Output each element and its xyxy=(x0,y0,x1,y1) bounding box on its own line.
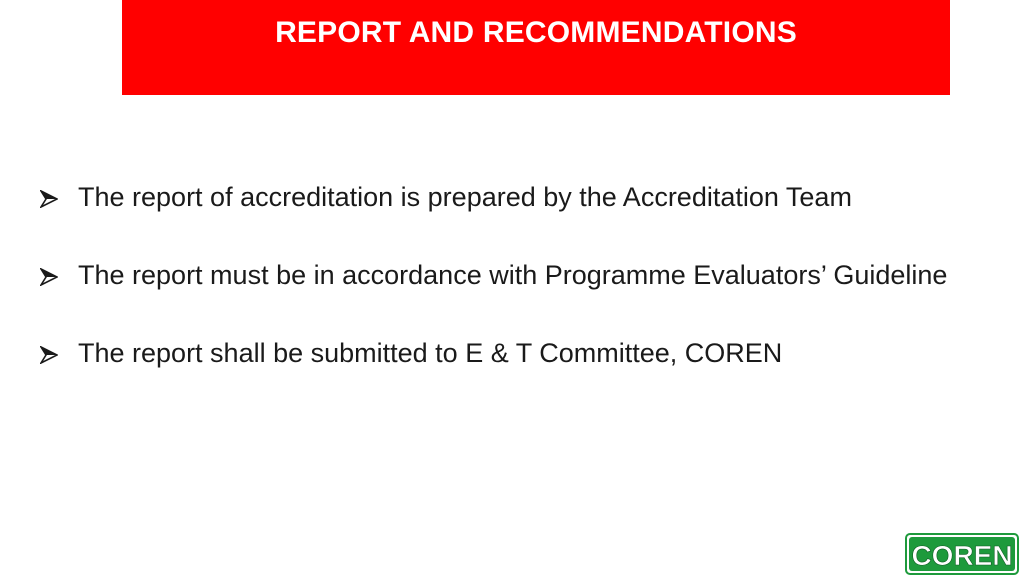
title-banner xyxy=(122,0,950,95)
arrow-bullet-icon xyxy=(40,346,58,364)
arrow-bullet-icon xyxy=(40,190,58,208)
bullet-list xyxy=(40,178,988,412)
bullet-text: The report of accreditation is prepared by the Accreditation Team xyxy=(78,182,852,212)
bullet-text: The report must be in accordance with Programme Evaluators’ Guideline xyxy=(78,260,948,290)
bullet-item xyxy=(40,178,988,216)
arrow-bullet-icon xyxy=(40,268,58,286)
bullet-item xyxy=(40,256,988,294)
coren-logo xyxy=(905,533,1019,575)
bullet-text: The report shall be submitted to E & T Committee, COREN xyxy=(78,338,783,368)
logo-text: COREN xyxy=(911,540,1013,571)
bullet-item xyxy=(40,334,988,372)
slide-title: REPORT AND RECOMMENDATIONS xyxy=(275,16,797,49)
